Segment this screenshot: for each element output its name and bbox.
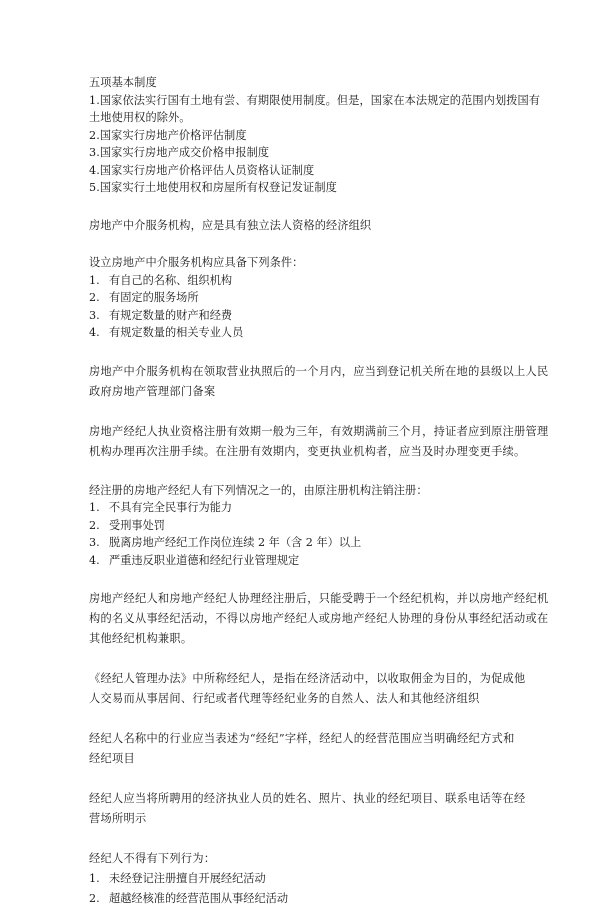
paragraph-line: 房地产经纪人和房地产经纪人协理经注册后，只能受聘于一个经纪机构，并以房地产经纪机 — [89, 592, 549, 605]
paragraph-line: 人交易而从事居间、行纪或者代理等经纪业务的自然人、法人和其他经济组织 — [89, 692, 480, 705]
list-item: 4.国家实行房地产价格评估人员资格认证制度 — [89, 163, 315, 177]
paragraph-line: 构的名义从事经纪活动，不得以房地产经纪人或房地产经纪人协理的身份从事经纪活动或在 — [89, 612, 549, 625]
list-number: 3. — [89, 308, 100, 322]
paragraph-line: 其他经纪机构兼职。 — [89, 632, 193, 645]
list-text: 有规定数量的相关专业人员 — [109, 326, 244, 339]
list-item — [89, 534, 519, 552]
section-agency-conditions — [89, 254, 519, 342]
section-basic-systems — [89, 74, 541, 197]
paragraph-line: 营场所明示 — [89, 812, 147, 825]
paragraph-line: 机构办理再次注册手续。在注册有效期内，变更执业机构者，应当及时办理变更手续。 — [89, 444, 526, 458]
list-item — [89, 552, 519, 570]
list-number: 1. — [89, 872, 100, 885]
paragraph-line: 《经纪人管理办法》中所称经纪人，是指在经济活动中，以收取佣金为目的，为促成他 — [89, 672, 526, 685]
list-item — [89, 499, 519, 517]
paragraph-agency-filing — [89, 362, 549, 402]
section-title: 设立房地产中介服务机构应具备下列条件： — [89, 256, 304, 269]
list-number: 3. — [89, 536, 100, 549]
list-text: 未经登记注册擅自开展经纪活动 — [109, 872, 266, 885]
section-title: 经注册的房地产经纪人有下列情况之一的，由原注册机构注销注册： — [89, 483, 428, 497]
paragraph-broker-display — [89, 789, 526, 829]
paragraph-line: 房地产经纪人执业资格注册有效期一般为三年，有效期满前三个月，持证者应到原注册管理 — [89, 424, 549, 438]
list-number: 4. — [89, 553, 100, 567]
paragraph-agency-definition: 房地产中介服务机构，应是具有独立法人资格的经济组织 — [89, 218, 372, 232]
paragraph-broker-definition — [89, 669, 526, 709]
list-item — [89, 889, 519, 909]
list-item: 1.国家依法实行国有土地有尝、有期限使用制度。但是，国家在本法规定的范围内划拨国有 — [89, 93, 541, 107]
list-number: 2. — [89, 518, 100, 532]
paragraph-line: 经纪人名称中的行业应当表述为“经纪”字样，经纪人的经营范围应当明确经纪方式和 — [89, 732, 515, 745]
list-number: 2. — [89, 892, 100, 905]
paragraph-line: 房地产中介服务机构在领取营业执照后的一个月内，应当到登记机关所在地的县级以上人民 — [89, 364, 549, 378]
list-number: 2. — [89, 291, 100, 304]
list-text: 脱离房地产经纪工作岗位连续 2 年（含 2 年）以上 — [109, 536, 362, 549]
paragraph-single-agency — [89, 589, 549, 649]
section-cancellation — [89, 482, 519, 570]
paragraph-broker-name — [89, 729, 519, 769]
list-text: 超越经核准的经营范围从事经纪活动 — [109, 892, 289, 905]
section-title: 五项基本制度 — [89, 76, 157, 89]
paragraph-registration-validity — [89, 422, 549, 462]
list-item: 3.国家实行房地产成交价格申报制度 — [89, 146, 270, 159]
list-item — [89, 307, 519, 325]
list-item — [89, 289, 519, 307]
list-item — [89, 517, 519, 535]
list-text: 严重违反职业道德和经纪行业管理规定 — [109, 553, 300, 567]
paragraph-line: 政府房地产管理部门备案 — [89, 384, 216, 398]
list-item: 2.国家实行房地产价格评估制度 — [89, 128, 247, 142]
list-item — [89, 324, 519, 342]
list-number: 1. — [89, 501, 100, 514]
list-item: 土地使用权的除外。 — [89, 111, 191, 124]
section-prohibited-acts — [89, 849, 519, 909]
list-text: 有规定数量的财产和经费 — [109, 308, 233, 322]
list-text: 有自己的名称、组织机构 — [109, 273, 233, 287]
list-text: 有固定的服务场所 — [109, 291, 199, 304]
section-title: 经纪人不得有下列行为： — [89, 852, 216, 865]
document-page — [89, 74, 549, 909]
list-number: 1. — [89, 273, 100, 287]
list-text: 不具有完全民事行为能力 — [109, 501, 233, 514]
paragraph-line: 经纪人应当将所聘用的经济执业人员的姓名、照片、执业的经纪项目、联系电话等在经 — [89, 792, 526, 805]
list-item — [89, 869, 519, 889]
list-item: 5.国家实行土地使用权和房屋所有权登记发证制度 — [89, 181, 337, 194]
list-item — [89, 272, 519, 290]
list-number: 4. — [89, 326, 100, 339]
paragraph-line: 经纪项目 — [89, 752, 135, 765]
list-text: 受刑事处罚 — [109, 518, 165, 532]
